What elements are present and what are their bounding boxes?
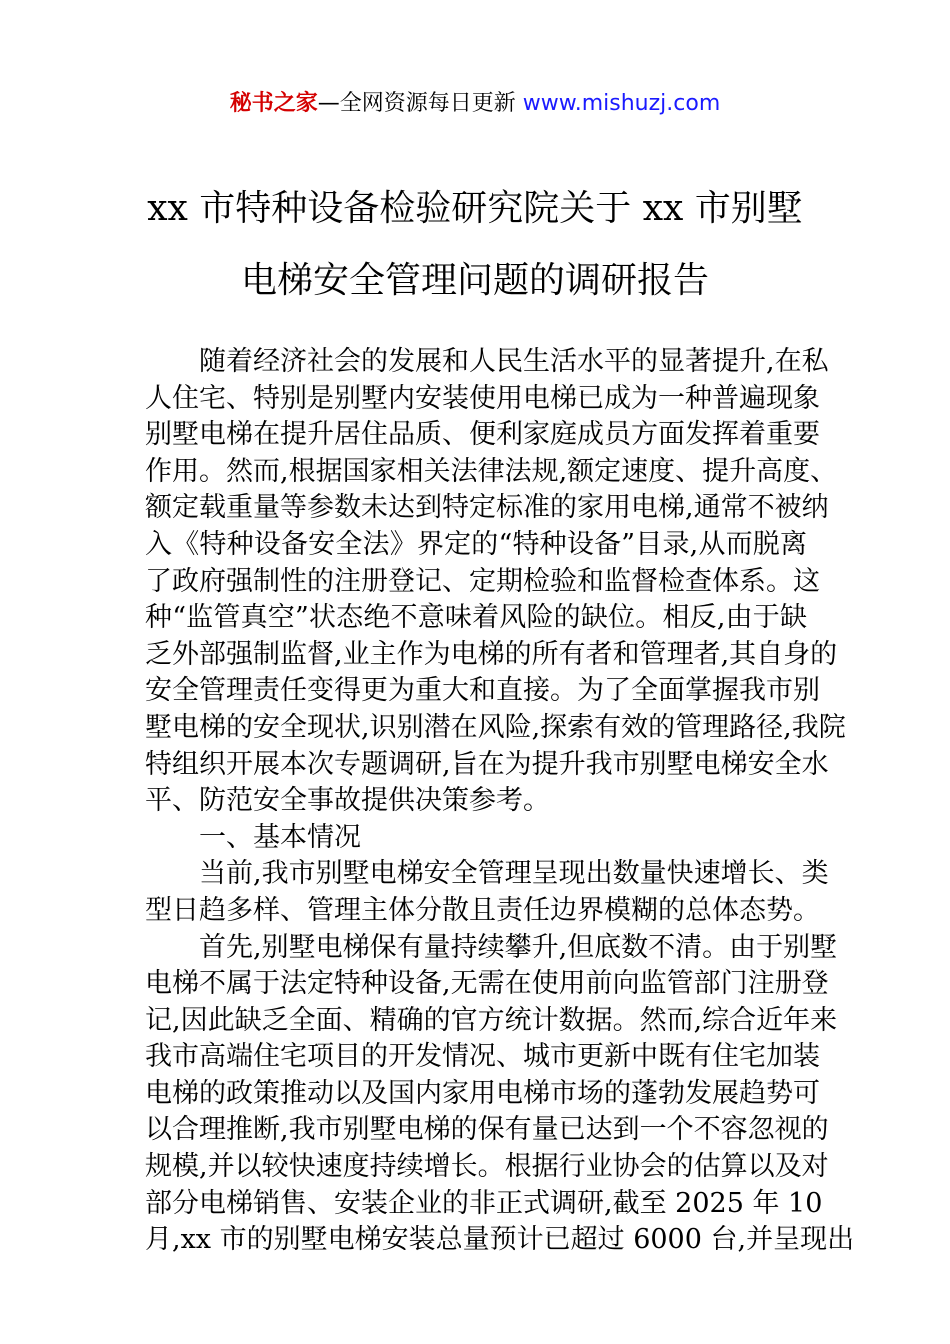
site-url-link[interactable]: www.mishuzj.com (522, 91, 721, 116)
document-title-line-1: xx 市特种设备检验研究院关于 xx 市别墅 (147, 188, 803, 229)
body-line: 乏外部强制监督,业主作为电梯的所有者和管理者,其自身的 (145, 638, 838, 670)
body-line: 墅电梯的安全现状,识别潜在风险,探索有效的管理路径,我院 (145, 711, 846, 743)
site-header (0, 88, 950, 120)
body-line: 我市高端住宅项目的开发情况、城市更新中既有住宅加装 (145, 1041, 820, 1073)
section-heading: 一、基本情况 (199, 821, 361, 853)
body-line: 月,xx 市的别墅电梯安装总量预计已超过 6000 台,并呈现出 (145, 1224, 855, 1256)
body-line: 特组织开展本次专题调研,旨在为提升我市别墅电梯安全水 (145, 748, 829, 780)
document-title-line-2: 电梯安全管理问题的调研报告 (240, 260, 709, 301)
body-line: 作用。然而,根据国家相关法律法规,额定速度、提升高度、 (145, 455, 838, 487)
body-line: 以合理推断,我市别墅电梯的保有量已达到一个不容忽视的 (145, 1114, 829, 1146)
body-line: 型日趋多样、管理主体分散且责任边界模糊的总体态势。 (145, 894, 820, 926)
body-line: 了政府强制性的注册登记、定期检验和监督检查体系。这 (145, 565, 820, 597)
body-line: 别墅电梯在提升居住品质、便利家庭成员方面发挥着重要 (145, 419, 820, 451)
body-line: 记,因此缺乏全面、精确的官方统计数据。然而,综合近年来 (145, 1004, 838, 1036)
body-line: 随着经济社会的发展和人民生活水平的显著提升,在私 (199, 346, 829, 377)
document-body (145, 344, 855, 1259)
body-line: 入《特种设备安全法》界定的“特种设备”目录,从而脱离 (145, 528, 807, 560)
body-line: 安全管理责任变得更为重大和直接。为了全面掌握我市别 (145, 675, 820, 707)
body-line: 人住宅、特别是别墅内安装使用电梯已成为一种普遍现象 (145, 382, 820, 414)
body-line: 电梯不属于法定特种设备,无需在使用前向监管部门注册登 (145, 968, 829, 1000)
body-line: 电梯的政策推动以及国内家用电梯市场的蓬勃发展趋势可 (145, 1077, 820, 1109)
body-line: 额定载重量等参数未达到特定标准的家用电梯,通常不被纳 (145, 492, 829, 524)
body-line: 种“监管真空”状态绝不意味着风险的缺位。相反,由于缺 (145, 602, 807, 634)
header-tagline: —全网资源每日更新 (317, 91, 523, 116)
body-line: 规模,并以较快速度持续增长。根据行业协会的估算以及对 (145, 1151, 829, 1183)
body-line: 当前,我市别墅电梯安全管理呈现出数量快速增长、类 (199, 858, 829, 890)
brand-name: 秘书之家 (229, 91, 318, 116)
body-line: 平、防范安全事故提供决策参考。 (145, 785, 550, 817)
body-line: 首先,别墅电梯保有量持续攀升,但底数不清。由于别墅 (199, 931, 838, 963)
body-line: 部分电梯销售、安装企业的非正式调研,截至 2025 年 10 (145, 1187, 823, 1219)
